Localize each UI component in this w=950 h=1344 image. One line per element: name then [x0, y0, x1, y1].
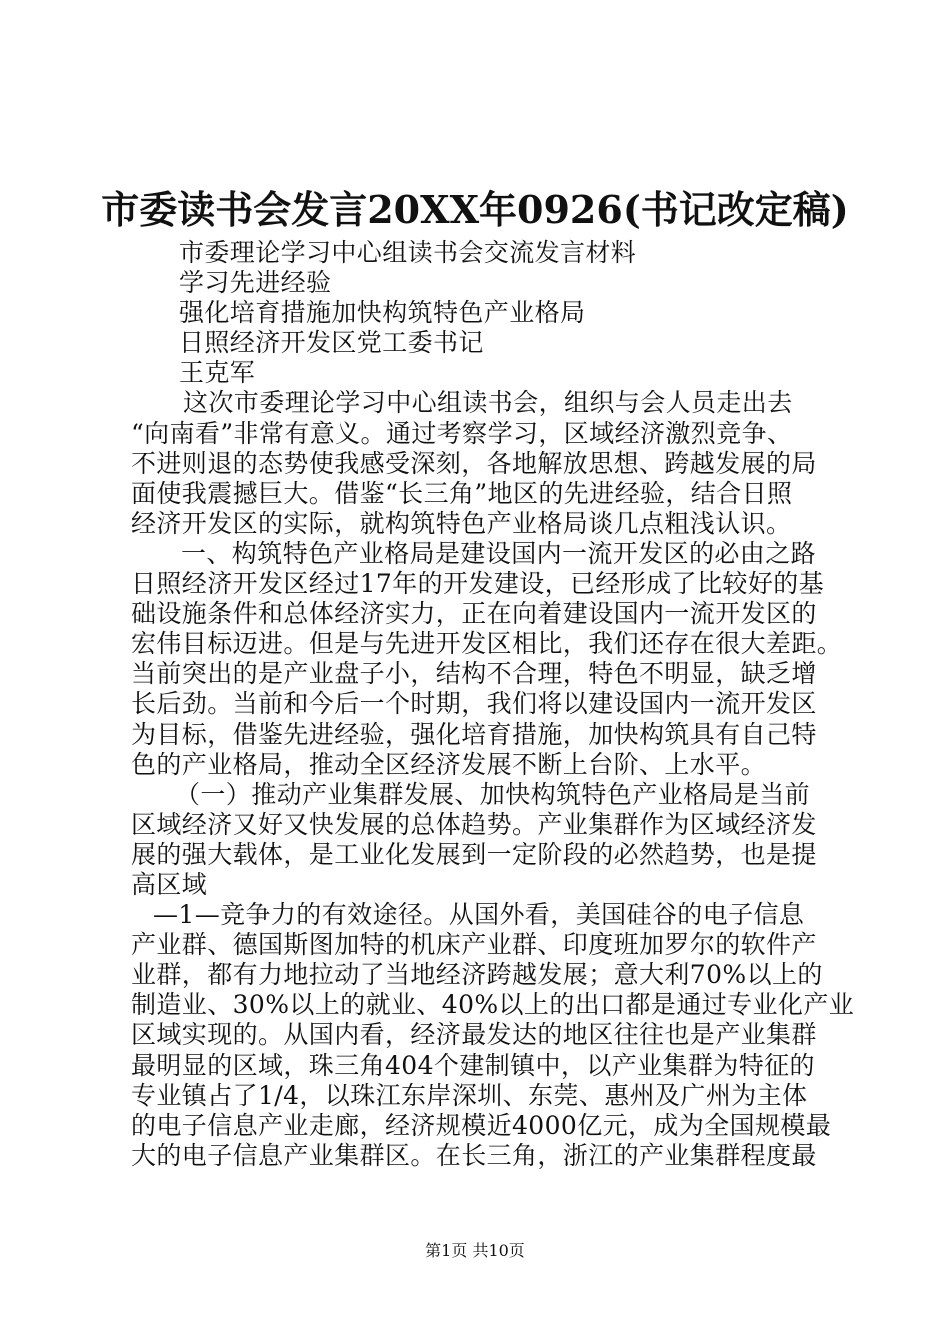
paragraph-line: 色的产业格局，推动全区经济发展不断上台阶、上水平。: [131, 749, 767, 779]
paragraph-line: 大的电子信息产业集群区。在长三角，浙江的产业集群程度最: [131, 1140, 817, 1170]
header-line: 日照经济开发区党工委书记: [179, 328, 484, 358]
paragraph-line: 的电子信息产业走廊，经济规模近4000亿元，成为全国规模最: [131, 1110, 832, 1140]
paragraph-line: “向南看”非常有意义。通过考察学习，区域经济激烈竞争、: [131, 418, 793, 448]
paragraph-line: 不进则退的态势使我感受深刻，各地解放思想、跨越发展的局: [131, 448, 817, 478]
paragraph-line: 业群，都有力地拉动了当地经济跨越发展；意大利70%以上的: [131, 960, 823, 990]
paragraph-line: 制造业、30%以上的就业、40%以上的出口都是通过专业化产业: [131, 990, 855, 1020]
paragraph-line: 长后劲。当前和今后一个时期，我们将以建设国内一流开发区: [131, 689, 817, 719]
paragraph-line: 高区域: [131, 869, 208, 899]
header-line: 王克军: [179, 358, 256, 388]
paragraph-line: 区域实现的。从国内看，经济最发达的地区往往也是产业集群: [131, 1020, 817, 1050]
header-block: [131, 238, 846, 388]
paragraph-line: 础设施条件和总体经济实力，正在向着建设国内一流开发区的: [131, 599, 817, 629]
paragraph-line: —1—竞争力的有效途径。从国外看，美国硅谷的电子信息: [153, 900, 805, 930]
paragraph-line: 这次市委理论学习中心组读书会，组织与会人员走出去: [183, 388, 793, 418]
section-heading: 一、构筑特色产业格局是建设国内一流开发区的必由之路: [181, 538, 817, 568]
paragraph-line: 经济开发区的实际，就构筑特色产业格局谈几点粗浅认识。: [131, 508, 792, 538]
paragraph-section-one: [131, 539, 846, 780]
paragraph-subsection-one: [131, 780, 846, 900]
paragraph-intro: [131, 388, 846, 538]
document-body: [131, 238, 855, 1171]
paragraph-line: 区域经济又好又快发展的总体趋势。产业集群作为区域经济发: [131, 809, 817, 839]
page-footer: 第1页 共10页: [425, 1241, 525, 1260]
paragraph-line: 日照经济开发区经过17年的开发建设，已经形成了比较好的基: [131, 569, 825, 599]
paragraph-continued: [131, 900, 855, 1171]
paragraph-line: 宏伟目标迈进。但是与先进开发区相比，我们还存在很大差距。: [131, 629, 843, 659]
paragraph-line: 为目标，借鉴先进经验，强化培育措施，加快构筑具有自己特: [131, 719, 817, 749]
paragraph-line: 展的强大载体，是工业化发展到一定阶段的必然趋势，也是提: [131, 839, 817, 869]
paragraph-line: （一）推动产业集群发展、加快构筑特色产业格局是当前: [175, 779, 811, 809]
header-line: 市委理论学习中心组读书会交流发言材料: [179, 238, 637, 267]
paragraph-line: 面使我震撼巨大。借鉴“长三角”地区的先进经验，结合日照: [131, 478, 793, 508]
header-line: 强化培育措施加快构筑特色产业格局: [179, 298, 586, 328]
paragraph-line: 当前突出的是产业盘子小，结构不合理，特色不明显，缺乏增: [131, 659, 817, 689]
header-line: 学习先进经验: [179, 268, 332, 298]
document-title: 市委读书会发言20XX年0926(书记改定稿): [101, 187, 849, 232]
paragraph-line: 专业镇占了1/4，以珠江东岸深圳、东莞、惠州及广州为主体: [131, 1080, 808, 1110]
paragraph-line: 产业群、德国斯图加特的机床产业群、印度班加罗尔的软件产: [131, 930, 817, 960]
paragraph-line: 最明显的区域，珠三角404个建制镇中，以产业集群为特征的: [131, 1050, 815, 1080]
